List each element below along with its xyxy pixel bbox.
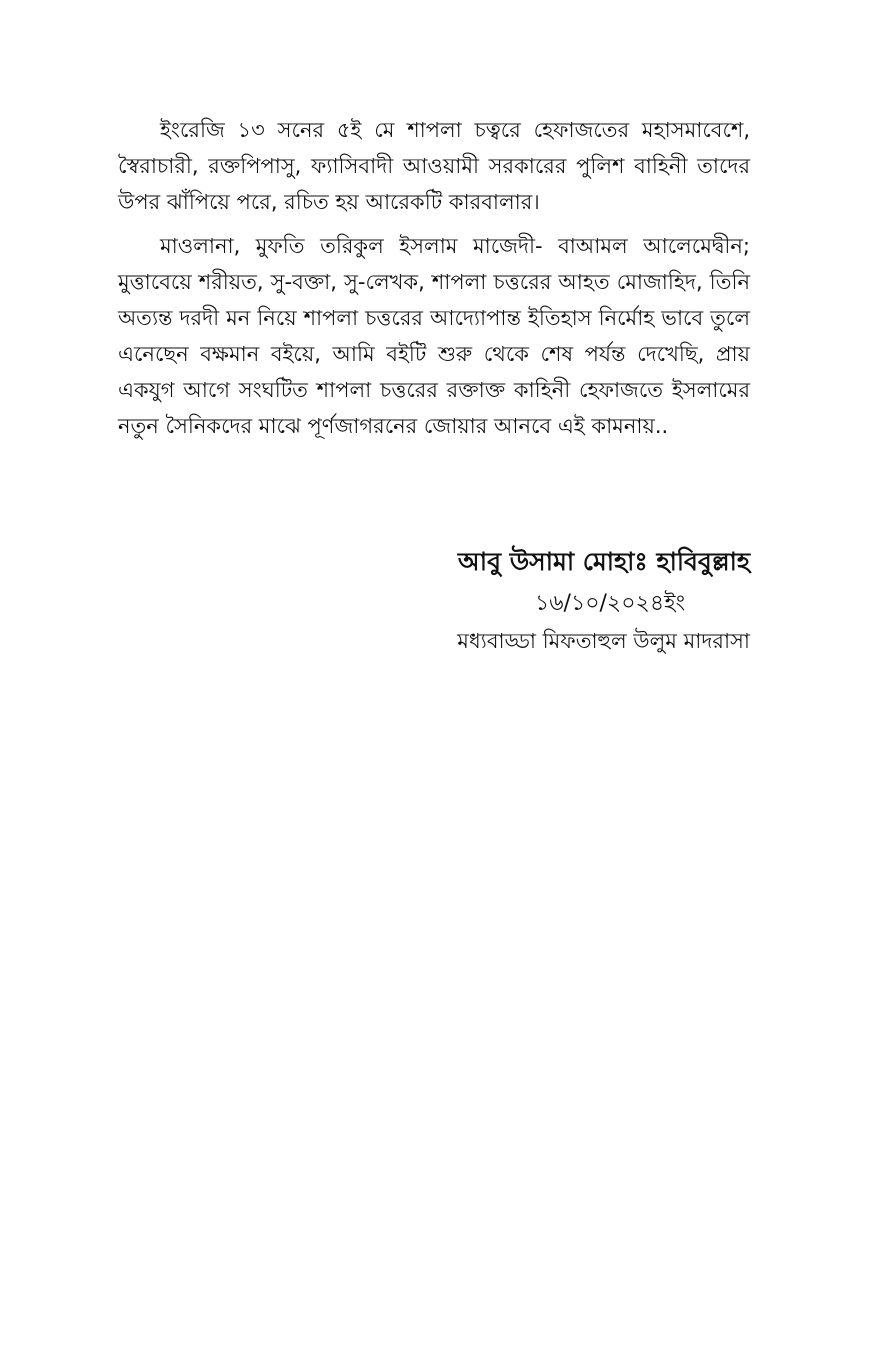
paragraph-2: মাওলানা, মুফতি তরিকুল ইসলাম মাজেদী- বাআমল আলেমেদ্বীন; মুত্তাবেয়ে শরীয়ত, সু-বক্তা, সু-লেখক, শাপলা চত্তরের আহত মোজাহিদ, তিনি অত্যন্ত দরদী মন নিয়ে শাপলা চত্তরের আদ্যোপান্ত ইতিহাস নির্মোহ ভাবে তুলে এনেছেন বক্ষমান বইয়ে, আমি বইটি শুরু থেকে শেষ পর্যন্ত দেখেছি, প্রায় একযুগ আগে সংঘটিত শাপলা চত্তরের রক্তাক্ত কাহিনী হেফাজতে ইসলামের নতুন সৈনিকদের মাঝে পূর্ণজাগরনের জোয়ার আনবে এই কামনায়.. (118, 234, 750, 438)
signature-place: মধ্যবাড্ডা মিফতাহুল উলুম মাদরাসা (457, 629, 750, 653)
signature-date: ১৬/১০/২০২৪ইং (534, 591, 686, 616)
document-body (118, 112, 750, 452)
signature-name: আবু উসামা মোহাঃ হাবিবুল্লাহ (457, 547, 750, 576)
signature-block (400, 540, 750, 658)
paragraph-1: ইংরেজি ১৩ সনের ৫ই মে শাপলা চত্বরে হেফাজতের মহাসমাবেশে, স্বৈরাচারী, রক্তপিপাসু, ফ্যাসিবাদী আওয়ামী সরকারের পুলিশ বাহিনী তাদের উপর ঝাঁপিয়ে পরে, রচিত হয় আরেকটি কারবালার। (118, 118, 750, 214)
